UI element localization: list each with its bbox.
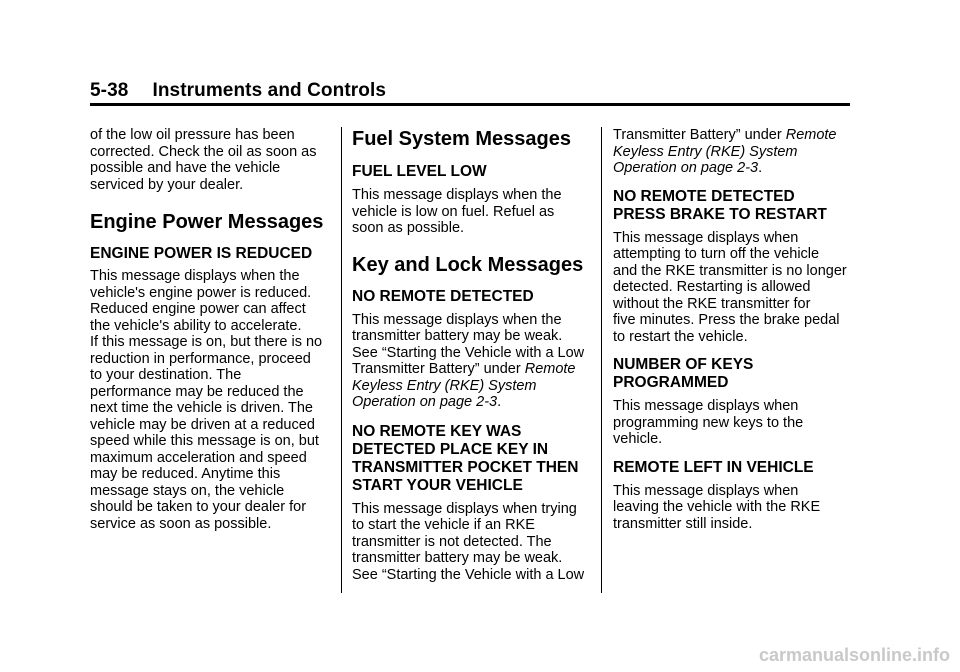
remote-left-heading: REMOTE LEFT IN VEHICLE	[613, 458, 814, 476]
no-remote-body: This message displays when the transmitter battery may be weak. See “Starting the Vehicle with a Low Transmitter Battery” under	[352, 311, 585, 377]
continued-body: Transmitter Battery” under	[613, 127, 786, 143]
period: .	[497, 394, 502, 410]
column-2	[352, 127, 600, 583]
press-brake-text: This message displays when attempting to turn off the vehicle and the RKE transmitter is no longer detected. Restarting is allowed without the RKE transmitter for five minutes. Press the brake pedal to restart the vehicle.	[613, 229, 847, 345]
period: .	[758, 160, 763, 176]
no-key-text: This message displays when trying to start the vehicle if an RKE transmitter is not detected. The transmitter battery may be weak. See “Starting the Vehicle with a Low	[352, 500, 585, 583]
no-remote-heading: NO REMOTE DETECTED	[352, 287, 534, 305]
fuel-low-heading: FUEL LEVEL LOW	[352, 163, 487, 180]
continued-text	[613, 127, 861, 177]
engine-reduced-text: This message displays when the vehicle's engine power is reduced. Reduced engine power can affect the vehicle's ability to accelerate. If this message is on, but there is no reduction in performance, proceed to your destination. The performance may be reduced the next time the vehicle is driven. The vehicle may be driven at a reduced speed while this message is on, but maximum acceleration and speed may be reduced. Anytime this message stays on, the vehicle should be taken to your dealer for service as soon as possible.	[90, 268, 323, 532]
page-header	[90, 80, 386, 102]
fuel-system-heading: Fuel System Messages	[352, 128, 571, 150]
engine-reduced-heading: ENGINE POWER IS REDUCED	[90, 245, 313, 262]
remote-left-text: This message displays when leaving the vehicle with the RKE transmitter still inside.	[613, 482, 821, 532]
column-divider	[341, 127, 342, 593]
column-3	[613, 127, 861, 532]
no-key-heading: NO REMOTE KEY WAS DETECTED PLACE KEY IN TRANSMITTER POCKET THEN START YOUR VEHICLE	[352, 422, 579, 494]
column-1	[90, 127, 338, 532]
section-title: Instruments and Controls	[152, 80, 387, 101]
keys-programmed-text: This message displays when programming new keys to the vehicle.	[613, 398, 804, 447]
press-brake-heading: NO REMOTE DETECTED PRESS BRAKE TO RESTART	[613, 187, 827, 223]
column-divider	[601, 127, 602, 593]
header-rule	[90, 103, 850, 106]
rke-reference-link[interactable]: Remote Keyless Entry (RKE) System Operation on page 2-3	[352, 361, 576, 410]
watermark: carmanualsonline.info	[758, 645, 950, 665]
intro-paragraph: of the low oil pressure has been corrected. Check the oil as soon as possible and have the vehicle serviced by your dealer.	[90, 127, 317, 193]
key-lock-heading: Key and Lock Messages	[352, 253, 584, 276]
rke-reference-link[interactable]: Remote Keyless Entry (RKE) System Operation on page 2-3	[613, 127, 837, 176]
engine-power-heading: Engine Power Messages	[90, 211, 324, 233]
no-remote-text	[352, 312, 600, 411]
keys-programmed-heading: NUMBER OF KEYS PROGRAMMED	[613, 356, 754, 391]
page-number: 5-38	[90, 80, 129, 101]
fuel-low-text: This message displays when the vehicle is low on fuel. Refuel as soon as possible.	[352, 187, 562, 236]
